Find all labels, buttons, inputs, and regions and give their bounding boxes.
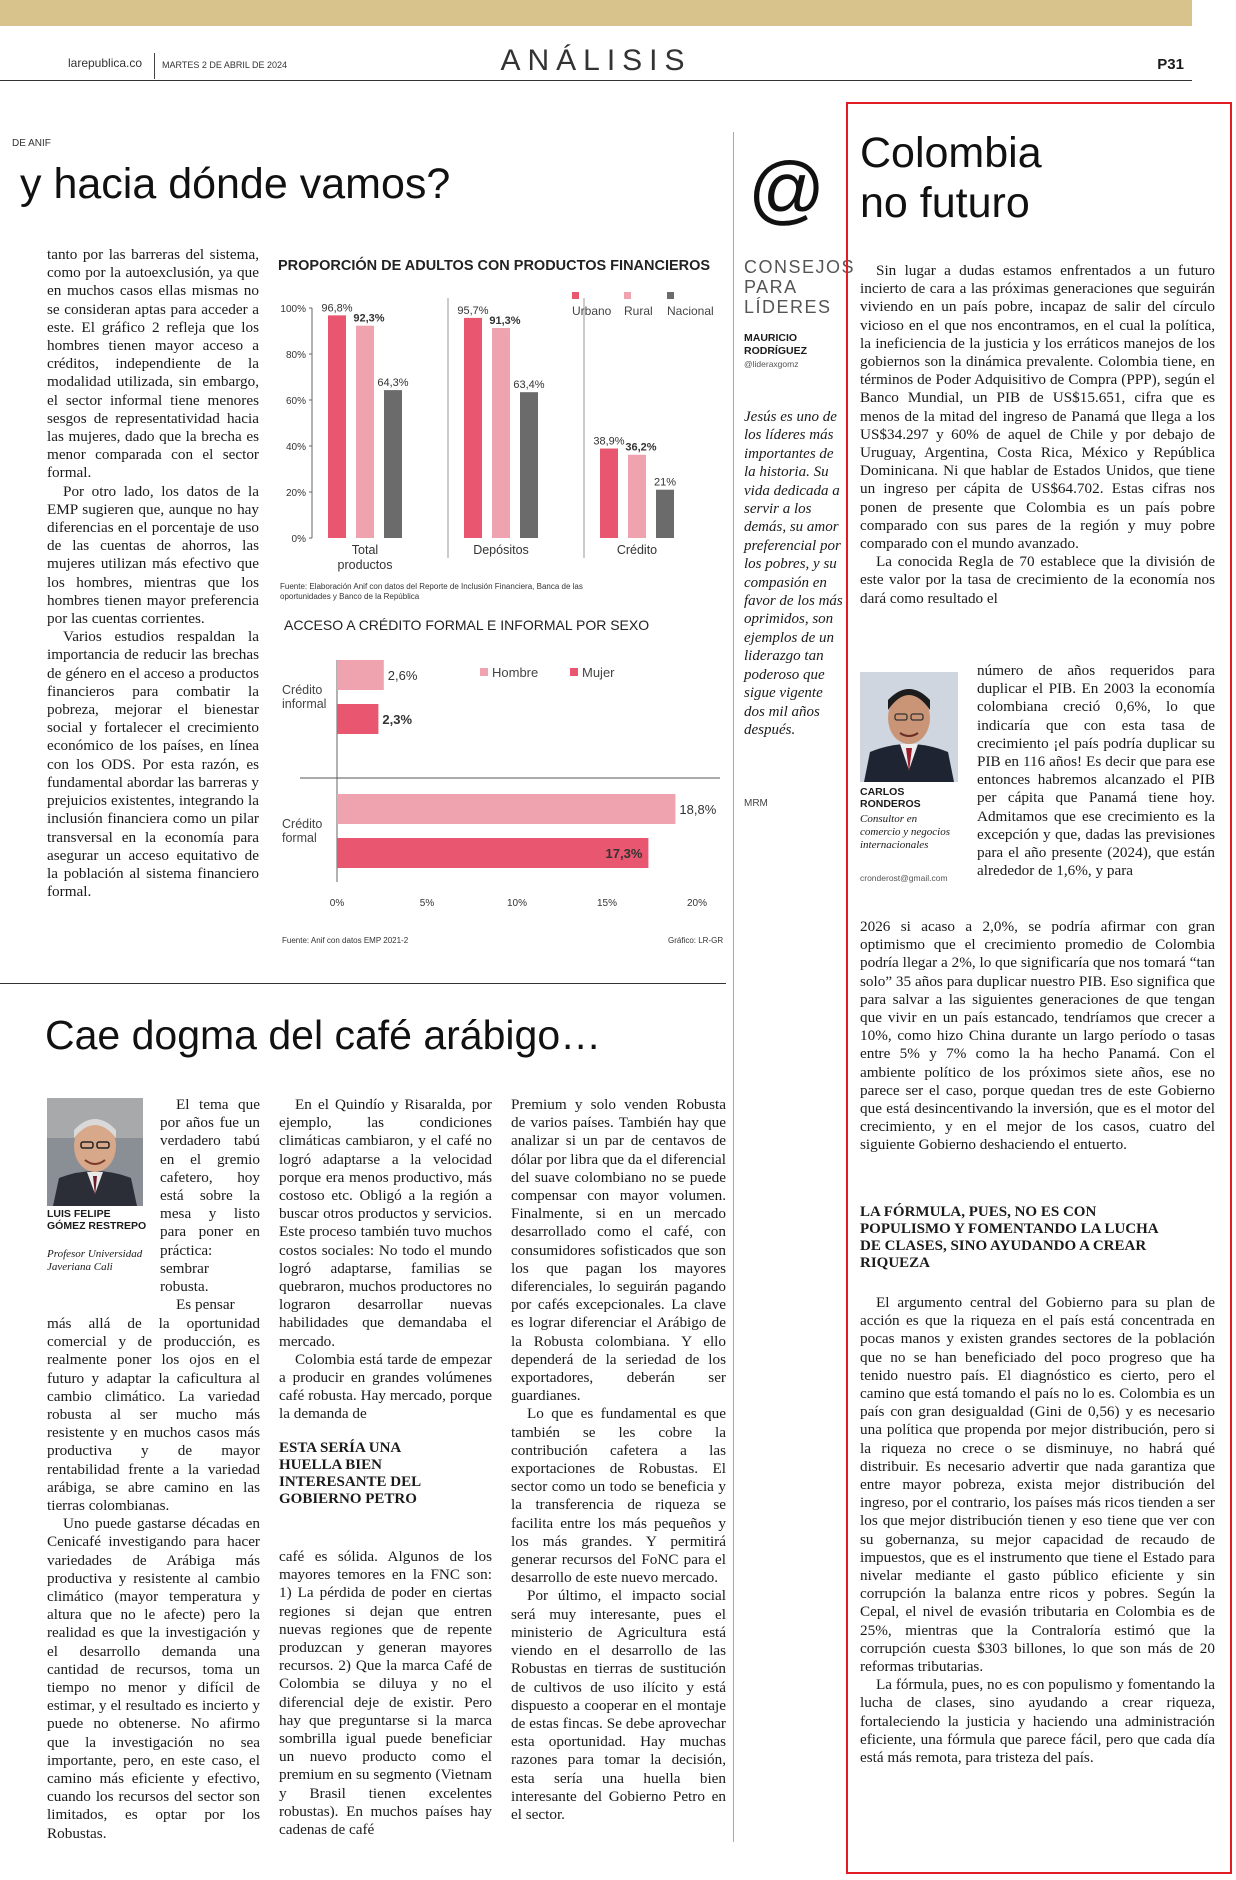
cafe-column-1-top xyxy=(160,1096,260,1314)
cafe-column-1 xyxy=(47,1315,260,1843)
cafe-column-2 xyxy=(279,1096,492,1424)
category-label: Crédito xyxy=(282,817,323,831)
category-label: informal xyxy=(282,697,327,711)
data-label: 17,3% xyxy=(605,846,643,861)
colombia-paragraph: La conocida Regla de 70 establece que la división de este valor por la tasa de crecimiento de la economía nos dará como resultado el xyxy=(860,553,1215,607)
data-label: 91,3% xyxy=(489,315,521,328)
cafe-subhead: ESTA SERÍA UNA HUELLA BIEN INTERESANTE DEL GOBIERNO PETRO xyxy=(279,1440,421,1507)
category-label: Crédito xyxy=(616,543,658,557)
data-label: 2,6% xyxy=(387,668,418,683)
legend-label: Urbano xyxy=(572,304,612,318)
chart1-source: Fuente: Elaboración Anif con datos del Reporte de Inclusión Financiera, Banca de las oportunidades y Banco de la República xyxy=(280,582,583,601)
data-label: 92,3% xyxy=(353,312,385,325)
anif-headline: y hacia dónde vamos? xyxy=(20,160,451,208)
consejos-label: CONSEJOS PARA LÍDERES xyxy=(744,257,856,317)
cafe-paragraph: Por último, el impacto social será muy interesante, pues el ministerio de Agricultura está viendo en el desarrollo de las Robustas en tierras de sustitución de cultivos de uso ilícito y está dispuesto a cooperar en el montaje de estas fincas. Se debe aprovechar esta oportunidad. Hay muchas razones para tomar la decisión, esta sería una huella bien interesante del Gobierno Petro en el sector. xyxy=(511,1587,726,1823)
anif-column xyxy=(47,246,259,901)
colombia-headline-line-2: no futuro xyxy=(860,179,1030,227)
category-label: formal xyxy=(282,831,317,845)
bar xyxy=(337,838,648,868)
colombia-subhead: LA FÓRMULA, PUES, NO ES CON POPULISMO Y FOMENTANDO LA LUCHA DE CLASES, SINO AYUDANDO A CREAR RIQUEZA xyxy=(860,1204,1158,1271)
x-tick-label: 10% xyxy=(506,898,528,909)
author-role: Profesor Universidad Javeriana Cali xyxy=(47,1248,143,1273)
legend-label: Hombre xyxy=(492,665,539,680)
chart1-title: PROPORCIÓN DE ADULTOS CON PRODUCTOS FINANCIEROS xyxy=(278,258,711,274)
y-tick-label: 40% xyxy=(285,442,306,453)
top-color-band xyxy=(0,0,1192,26)
header-rule xyxy=(0,80,1192,81)
data-label: 36,2% xyxy=(625,441,657,454)
cafe-paragraph: Es pensar xyxy=(176,1296,235,1314)
data-label: 63,4% xyxy=(513,379,545,392)
bar xyxy=(356,326,374,538)
author-photo xyxy=(47,1098,143,1206)
chart2-credit: Gráfico: LR-GR xyxy=(668,936,724,945)
consejos-sign: MRM xyxy=(744,798,768,809)
colombia-headline xyxy=(860,128,1042,228)
data-label: 2,3% xyxy=(382,712,413,727)
colombia-paragraph: número de años requeridos para duplicar el PIB. En 2003 la economía colombiana creció 0,6%, lo que indicaría que con esta tasa de crecimiento ¡el país podría duplicar su PIB en 116 años! Es decir que para ese entonces habremos alcanzado el PIB per cápita que Panamá tiene hoy. Admitamos que ese crecimiento es la excepción y que, dadas las previsiones para el año presente (2024), que están alrededor de 1,6%, y para xyxy=(977,662,1215,880)
column-divider xyxy=(733,132,734,1842)
category-label: Depósitos xyxy=(473,543,529,557)
cafe-paragraph: Lo que es fundamental es que también se les cobre la contribución cafetera a las exportaciones de Robustas. El sector como un todo se beneficia y la transferencia de riqueza se facilita entre los más pequeños y los más grandes. Y permitirá generar recursos del FoNC para el desarrollo de este nuevo mercado. xyxy=(511,1405,726,1587)
legend-swatch xyxy=(570,668,578,676)
colombia-paragraph: La fórmula, pues, no es con populismo y fomentando la lucha de clases, sino ayudando a crear riqueza, fortaleciendo la justicia y haciendo una administración eficiente, una fórmula que parece fácil, pero que cada día está más remota, para tristeza del país. xyxy=(860,1676,1215,1767)
cafe-column-3 xyxy=(511,1096,726,1824)
colombia-paragraph: 2026 si acaso a 2,0%, se podría afirmar con gran optimismo que el crecimiento promedio de Colombia podría llegar a 2%, lo que significaría que nos tomará “tan solo” 35 años para duplicar nuestro PIB. Eso significa que para salvar a las siguientes generaciones de que tengan que vivir en un país estancado, tendríamos que crecer a 10%, como hizo China durante un largo período o tasas entre 5% y 7% como la ha hecho Panamá. Con el ambiente político de los próximos siete años, ese no parece ser el caso, porque quedan tres de este Gobierno que está desincentivando la inversión, que es el motor del crecimiento, y en el mejor de los casos, cuatro del siguiente Gobierno deshaciendo el entuerto. xyxy=(860,918,1215,1154)
consejos-author: MAURICIO RODRÍGUEZ xyxy=(744,332,807,357)
category-label: productos xyxy=(337,558,393,572)
page-number: P31 xyxy=(1157,56,1184,73)
page-header xyxy=(0,26,1192,82)
legend-label: Mujer xyxy=(582,665,615,680)
bar xyxy=(520,392,538,538)
colombia-column-wrap xyxy=(977,662,1215,880)
cafe-column-2-bottom xyxy=(279,1548,492,1839)
colombia-paragraph: Sin lugar a dudas estamos enfrentados a un futuro incierto de cara a las próximas generaciones que seguirán viviendo en un país pobre, incapaz de salir del círculo vicioso en el que nos encontramos, en el cual la política, la ineficiencia de la justicia y los erráticos manejos de los gobiernos son la dinámica prevalente. Colombia tiene, en términos de Poder Adquisitivo de Compra (PPP), según el Banco Mundial, un PIB de US$15.651, cifra que es menos de la mitad del ingreso de Panamá que llega a los US$34.297 y 60% de aquel de Chile y por debajo de Uruguay, Argentina, Costa Rica, México y República Dominicana. Ni que hablar de Estados Unidos, que tiene un ingreso per cápita de US$64.702. Estas cifras nos ponen de presente que Colombia es un país pobre comparado con sus pares de la región y muy pobre comparado con el mundo avanzado. xyxy=(860,262,1215,553)
columnist-email[interactable]: cronderost@gmail.com xyxy=(860,873,948,883)
y-tick-label: 0% xyxy=(291,534,306,545)
cafe-paragraph: más allá de la oportunidad comercial y de producción, es realmente poner los ojos en el futuro y adaptar la caficultura al cambio climático. La variedad robusta al ser mucho más resistente y en muchos casos más productiva y de mayor rentabilidad frente a la variedad arábiga, se abre camino en las tierras colombianas. xyxy=(47,1315,260,1515)
anif-paragraph: tanto por las barreras del sistema, como por la autoexclusión, ya que en muchos casos ellas mismas no se consideran aptas para acceder a este. El gráfico 2 refleja que los hombres tienen mayor acceso a créditos, independiente de la modalidad utilizada, sin embargo, el sector informal tiene menores sesgos de representatividad hacia las mujeres, dado que la brecha es menor comparada con el sector formal. xyxy=(47,246,259,482)
data-label: 18,8% xyxy=(679,802,717,817)
colombia-headline-line-1: Colombia xyxy=(860,129,1042,177)
issue-date: MARTES 2 DE ABRIL DE 2024 xyxy=(162,60,288,70)
data-label: 64,3% xyxy=(377,377,409,390)
bar xyxy=(337,660,384,690)
site-name[interactable]: larepublica.co xyxy=(68,56,143,70)
x-tick-label: 0% xyxy=(329,898,345,909)
cafe-paragraph: En el Quindío y Risaralda, por ejemplo, las condiciones climáticas cambiaron, y el café no logró adaptarse a la velocidad porque era menos productivo, más costoso etc. Obligó a la región a buscar otros productos y servicios. Este proceso también tuvo muchos costos sociales: No todo el mundo logró adaptarse, familias se quebraron, muchos productores no lograron desarrollar nuevas habilidades que demandaba el mercado. xyxy=(279,1096,492,1350)
section-title: ANÁLISIS xyxy=(500,44,692,77)
category-label: Crédito xyxy=(282,683,323,697)
data-label: 96,8% xyxy=(321,302,353,315)
bar xyxy=(492,328,510,538)
legend-swatch xyxy=(572,292,579,299)
bar xyxy=(656,490,674,538)
cafe-paragraph: Premium y solo venden Robusta de varios países. También hay que analizar si un par de centavos de dólar por libra que da el diferencial del suave colombiano no se puede compensar con mayor volumen. Finalmente, si en un mercado desarrollado como el café, con consumidores sofisticados que son los que pagan los mayores diferenciales, lo seguirán pagando por cafés excepcionales. La clave es lograr diferenciar el Arábigo de la Robusta colombiana. Y ello dependerá de la seriedad de los exportadores, deberán ser guardianes. xyxy=(511,1096,726,1405)
bar xyxy=(600,449,618,538)
chart2-svg xyxy=(270,640,730,930)
bar xyxy=(328,315,346,538)
legend-swatch xyxy=(667,292,674,299)
y-tick-label: 100% xyxy=(280,304,306,315)
colombia-column-top xyxy=(860,262,1215,608)
legend-swatch xyxy=(480,668,488,676)
colombia-column-bottom xyxy=(860,1294,1215,1767)
article-kicker: DE ANIF xyxy=(12,138,51,149)
data-label: 95,7% xyxy=(457,304,489,317)
y-tick-label: 80% xyxy=(285,350,306,361)
bar xyxy=(464,318,482,538)
bar xyxy=(628,455,646,538)
chart1-svg xyxy=(270,280,730,580)
x-tick-label: 5% xyxy=(419,898,435,909)
columnist-name: CARLOS RONDEROS xyxy=(860,786,921,810)
columnist-photo xyxy=(860,672,958,782)
cafe-headline: Cae dogma del café arábigo… xyxy=(45,1012,602,1058)
bar xyxy=(337,794,675,824)
chart2-title: ACCESO A CRÉDITO FORMAL E INFORMAL POR SEXO xyxy=(284,617,650,633)
columnist-role: Consultor en comercio y negocios internacionales xyxy=(860,813,951,851)
y-tick-label: 20% xyxy=(285,488,306,499)
legend-label: Nacional xyxy=(667,304,714,318)
bar xyxy=(384,390,402,538)
cafe-paragraph: Colombia está tarde de empezar a producir en grandes volúmenes café robusta. Hay mercado, porque la demanda de xyxy=(279,1350,492,1423)
x-tick-label: 20% xyxy=(686,898,708,909)
consejos-handle[interactable]: @lideraxgomz xyxy=(744,359,799,369)
y-tick-label: 60% xyxy=(285,396,306,407)
bar xyxy=(337,704,378,734)
at-symbol: @ xyxy=(748,147,826,232)
author-name: LUIS FELIPE GÓMEZ RESTREPO xyxy=(47,1208,147,1232)
consejos-quote: Jesús es uno de los líderes más importantes de la historia. Su vida dedicada a servir a los demás, su amor preferencial por los pobres, y su compasión en favor de los más oprimidos, son ejemplos de un liderazgo tan poderoso que sigue vigente dos mil años después. xyxy=(744,409,843,738)
cafe-paragraph: Uno puede gastarse décadas en Cenicafé investigando para hacer variedades de Arábiga más productiva y resistente al cambio climático (mayor temperatura y altura que no le afecte) pero la realidad es que la investigación y el desarrollo demanda una cantidad de recursos, toma un tiempo no menor y difícil de estimar, y el resultado es incierto y puede no obtenerse. No afirmo que la investigación no sea importante, pero, en este caso, el camino más eficiente y efectivo, cuando los recursos del sector son limitados, es optar por los Robustas. xyxy=(47,1515,260,1842)
data-label: 38,9% xyxy=(593,435,625,448)
anif-paragraph: Varios estudios respaldan la importancia de reducir las brechas de género en el acceso a productos financieros para combatir la pobreza, mejorar el bienestar social y fortalecer el crecimiento económico de los países, en línea con los ODS. Por esta razón, es fundamental abordar las barreras y prejuicios existentes, integrando la inclusión financiera como un pilar transversal en la economía para asegurar un acceso equitativo de la población al sistema financiero formal. xyxy=(47,628,259,901)
anif-paragraph: Por otro lado, los datos de la EMP sugieren que, aunque no hay diferencias en el porcentaje de uso de las cuentas de ahorros, las mujeres utilizan más efectivo que los hombres, mientras que los hombres tienen mayor preferencia por las cuentas corrientes. xyxy=(47,482,259,628)
section-divider xyxy=(0,983,726,984)
cafe-paragraph: café es sólida. Algunos de los mayores temores en la FNC son: 1) La pérdida de poder en ciertas regiones si dejan que entren nuevas regiones que de repente produzcan y generan mayores recursos. 2) Que la marca Café de Colombia se diluya y no el diferencial deje de existir. Pero hay que preguntarse si la marca sombrilla igual puede beneficiar un nuevo producto como el premium en su segmento (Vietnam y Brasil tienen excelentes robustas). En muchos países hay cadenas de café xyxy=(279,1548,492,1839)
legend-label: Rural xyxy=(624,304,653,318)
category-label: Total xyxy=(351,543,379,557)
data-label: 21% xyxy=(653,476,677,489)
colombia-paragraph: El argumento central del Gobierno para su plan de acción es que la riqueza en el país está concentrada en pocas manos y existen grandes sectores de la población que no se han beneficiado del poco progreso que ha tenido nuestro país. El diagnóstico es cierto, pero el camino que está tomando el país no lo es. Colombia es un país con gran desigualdad (Gini de 0,56) y es necesario una política que propenda por mejor distribución, pero si la riqueza no crece o se disminuye, no habrá qué distribuir. Es necesario advertir que nada garantiza que entre mayor pobreza, exista mejor distribución del ingreso, por el contrario, los países más ricos tienden a ser los que mejor distribución tienen y eso tiene que ver con su gobernanza, su mejor capacidad de recaudo de impuestos, que es el instrumento que tiene el Estado para nivelar mediante el gasto público eficiente y sin corrupción la balanza entre ricos y pobres. Según la Cepal, el nivel de evasión tributaria en Colombia es de 25%, mientras que la Contraloría estimó que la corrupción cuesta $303 billones, lo que son más de 20 reformas tributarias. xyxy=(860,1294,1215,1676)
legend-swatch xyxy=(624,292,631,299)
x-tick-label: 15% xyxy=(596,898,618,909)
colombia-column-mid xyxy=(860,918,1215,1155)
chart2-source: Fuente: Anif con datos EMP 2021-2 xyxy=(282,936,409,945)
cafe-paragraph: El tema que por años fue un verdadero tabú en el gremio cafetero, hoy está sobre la mesa y listo para poner en práctica: sembrar robusta. xyxy=(160,1096,260,1296)
